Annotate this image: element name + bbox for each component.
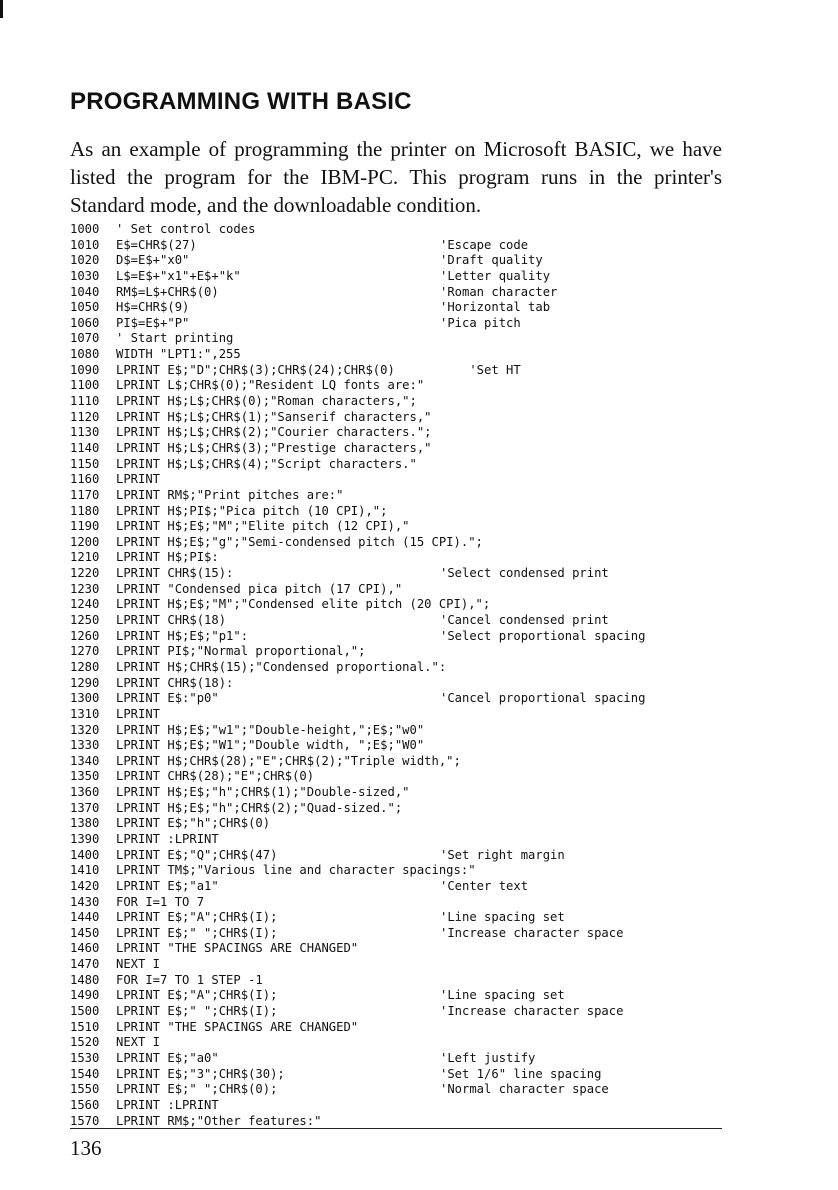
line-number: 1020	[70, 253, 100, 268]
statement: LPRINT E$;"A";CHR$(I);	[116, 988, 278, 1003]
code-line	[70, 988, 770, 1004]
code-line	[70, 644, 770, 660]
statement: LPRINT L$;CHR$(0);"Resident LQ fonts are:"	[116, 378, 425, 393]
code-line	[70, 582, 770, 598]
statement: FOR I=7 TO 1 STEP -1	[116, 972, 263, 987]
line-number: 1440	[70, 910, 100, 925]
code-line	[70, 832, 770, 848]
comment: 'Cancel proportional spacing	[440, 691, 646, 706]
statement: LPRINT H$;E$;"M";"Elite pitch (12 CPI),"	[116, 519, 410, 534]
code-line	[70, 707, 770, 723]
code-line	[70, 504, 770, 520]
line-number: 1570	[70, 1113, 100, 1128]
code-line	[70, 238, 770, 254]
line-number: 1160	[70, 472, 100, 487]
line-number: 1150	[70, 456, 100, 471]
line-number: 1090	[70, 362, 100, 377]
code-line	[70, 613, 770, 629]
code-line	[70, 1114, 770, 1130]
line-number: 1340	[70, 753, 100, 768]
statement: LPRINT TM$;"Various line and character spacings:"	[116, 863, 476, 878]
line-number: 1380	[70, 816, 100, 831]
comment: 'Pica pitch	[440, 315, 521, 330]
code-line	[70, 1067, 770, 1083]
comment: 'Letter quality	[440, 268, 551, 283]
statement: LPRINT	[116, 706, 161, 721]
code-line	[70, 488, 770, 504]
comment: 'Left justify	[440, 1050, 536, 1065]
statement: LPRINT :LPRINT	[116, 831, 219, 846]
statement: LPRINT H$;E$;"M";"Condensed elite pitch (20 CPI),";	[116, 597, 491, 612]
line-number: 1000	[70, 222, 100, 236]
line-number: 1290	[70, 675, 100, 690]
line-number: 1460	[70, 941, 100, 956]
statement: LPRINT	[116, 472, 161, 487]
code-line	[70, 300, 770, 316]
code-line	[70, 597, 770, 613]
intro-paragraph: As an example of programming the printer on Microsoft BASIC, we have listed the program for the IBM-PC. This program runs in the printer's Standard mode, and the downloadable condition.	[70, 137, 722, 217]
line-number: 1050	[70, 300, 100, 315]
code-line	[70, 926, 770, 942]
margin-mark	[0, 0, 3, 18]
code-line	[70, 457, 770, 473]
comment: 'Increase character space	[440, 925, 624, 940]
statement: LPRINT H$;E$;"w1";"Double-height,";E$;"w0"	[116, 722, 425, 737]
statement: LPRINT "THE SPACINGS ARE CHANGED"	[116, 1019, 359, 1034]
line-number: 1110	[70, 394, 100, 409]
code-line	[70, 754, 770, 770]
code-line	[70, 1004, 770, 1020]
statement: LPRINT E$;"h";CHR$(0)	[116, 816, 271, 831]
code-line	[70, 691, 770, 707]
code-line	[70, 1020, 770, 1036]
statement: PI$=E$+"P"	[116, 315, 190, 330]
statement: H$=CHR$(9)	[116, 300, 190, 315]
code-line	[70, 378, 770, 394]
code-line	[70, 1082, 770, 1098]
code-line	[70, 535, 770, 551]
comment: 'Select proportional spacing	[440, 628, 646, 643]
statement: NEXT I	[116, 957, 161, 972]
statement: LPRINT E$;"a0"	[116, 1050, 219, 1065]
statement: LPRINT H$;L$;CHR$(4);"Script characters."	[116, 456, 417, 471]
code-line	[70, 816, 770, 832]
code-line	[70, 410, 770, 426]
statement: LPRINT CHR$(18)	[116, 613, 227, 628]
line-number: 1510	[70, 1019, 100, 1034]
line-number: 1370	[70, 800, 100, 815]
code-line	[70, 941, 770, 957]
code-line	[70, 1051, 770, 1067]
code-line	[70, 269, 770, 285]
code-line	[70, 801, 770, 817]
line-number: 1420	[70, 878, 100, 893]
footer-rule	[70, 1128, 722, 1129]
statement: LPRINT E$;"Q";CHR$(47)	[116, 847, 278, 862]
line-number: 1190	[70, 519, 100, 534]
comment: 'Draft quality	[440, 253, 543, 268]
line-number: 1500	[70, 1004, 100, 1019]
code-line	[70, 425, 770, 441]
line-number: 1270	[70, 644, 100, 659]
code-line	[70, 347, 770, 363]
line-number: 1100	[70, 378, 100, 393]
code-line	[70, 769, 770, 785]
statement: LPRINT :LPRINT	[116, 1097, 219, 1112]
line-number: 1430	[70, 894, 100, 909]
statement: LPRINT E$:"p0"	[116, 691, 219, 706]
comment: 'Roman character	[440, 284, 558, 299]
line-number: 1540	[70, 1066, 100, 1081]
code-line	[70, 285, 770, 301]
line-number: 1010	[70, 237, 100, 252]
code-line	[70, 895, 770, 911]
statement: LPRINT E$;" ";CHR$(0);	[116, 1082, 278, 1097]
comment: 'Normal character space	[440, 1082, 609, 1097]
comment: 'Set 1/6" line spacing	[440, 1066, 602, 1081]
code-line	[70, 363, 770, 379]
statement: LPRINT CHR$(18):	[116, 675, 234, 690]
line-number: 1210	[70, 550, 100, 565]
code-line	[70, 629, 770, 645]
line-number: 1140	[70, 440, 100, 455]
line-number: 1490	[70, 988, 100, 1003]
line-number: 1260	[70, 628, 100, 643]
line-number: 1520	[70, 1035, 100, 1050]
code-line	[70, 472, 770, 488]
code-line	[70, 1035, 770, 1051]
statement: LPRINT PI$;"Normal proportional,";	[116, 644, 366, 659]
statement: LPRINT "THE SPACINGS ARE CHANGED"	[116, 941, 359, 956]
line-number: 1230	[70, 581, 100, 596]
comment: 'Escape code	[440, 237, 529, 252]
statement: LPRINT "Condensed pica pitch (17 CPI),"	[116, 581, 403, 596]
statement: LPRINT H$;E$;"W1";"Double width, ";E$;"W0"	[116, 738, 425, 753]
comment: 'Set HT	[440, 362, 521, 377]
line-number: 1250	[70, 613, 100, 628]
line-number: 1480	[70, 972, 100, 987]
line-number: 1350	[70, 769, 100, 784]
statement: LPRINT H$;E$;"p1":	[116, 628, 249, 643]
statement: LPRINT H$;CHR$(15);"Condensed proportional.":	[116, 659, 447, 674]
line-number: 1080	[70, 347, 100, 362]
code-line	[70, 550, 770, 566]
statement: LPRINT E$;"3";CHR$(30);	[116, 1066, 285, 1081]
line-number: 1360	[70, 785, 100, 800]
line-number: 1330	[70, 738, 100, 753]
code-line	[70, 253, 770, 269]
statement: LPRINT H$;E$;"h";CHR$(1);"Double-sized,"	[116, 785, 410, 800]
line-number: 1560	[70, 1097, 100, 1112]
page-number: 136	[70, 1136, 102, 1160]
code-line	[70, 863, 770, 879]
statement: L$=E$+"x1"+E$+"k"	[116, 268, 241, 283]
statement: ' Set control codes	[116, 222, 256, 236]
line-number: 1070	[70, 331, 100, 346]
statement: LPRINT E$;"A";CHR$(I);	[116, 910, 278, 925]
code-line	[70, 519, 770, 535]
code-line	[70, 316, 770, 332]
code-line	[70, 879, 770, 895]
line-number: 1410	[70, 863, 100, 878]
comment: 'Center text	[440, 878, 529, 893]
comment: 'Cancel condensed print	[440, 613, 609, 628]
code-line	[70, 676, 770, 692]
line-number: 1120	[70, 409, 100, 424]
statement: D$=E$+"x0"	[116, 253, 190, 268]
code-line	[70, 1098, 770, 1114]
code-line	[70, 441, 770, 457]
code-line	[70, 738, 770, 754]
statement: LPRINT RM$;"Print pitches are:"	[116, 487, 344, 502]
statement: WIDTH "LPT1:",255	[116, 347, 241, 362]
line-number: 1240	[70, 597, 100, 612]
statement: LPRINT H$;PI$:	[116, 550, 219, 565]
line-number: 1060	[70, 315, 100, 330]
line-number: 1450	[70, 925, 100, 940]
line-number: 1390	[70, 831, 100, 846]
statement: LPRINT E$;" ";CHR$(I);	[116, 925, 278, 940]
statement: LPRINT RM$;"Other features:"	[116, 1113, 322, 1128]
code-line	[70, 394, 770, 410]
page-heading: PROGRAMMING WITH BASIC	[70, 88, 412, 115]
code-line	[70, 848, 770, 864]
code-line	[70, 566, 770, 582]
statement: LPRINT H$;L$;CHR$(3);"Prestige characters,"	[116, 440, 432, 455]
statement: LPRINT E$;"a1"	[116, 878, 219, 893]
line-number: 1180	[70, 503, 100, 518]
code-listing	[70, 222, 770, 1129]
statement: LPRINT H$;E$;"g";"Semi-condensed pitch (15 CPI).";	[116, 534, 483, 549]
line-number: 1220	[70, 566, 100, 581]
statement: E$=CHR$(27)	[116, 237, 197, 252]
comment: 'Select condensed print	[440, 566, 609, 581]
statement: LPRINT H$;E$;"h";CHR$(2);"Quad-sized.";	[116, 800, 403, 815]
statement: ' Start printing	[116, 331, 234, 346]
statement: LPRINT H$;L$;CHR$(0);"Roman characters,";	[116, 394, 417, 409]
comment: 'Line spacing set	[440, 988, 565, 1003]
line-number: 1470	[70, 957, 100, 972]
statement: LPRINT H$;L$;CHR$(2);"Courier characters.";	[116, 425, 432, 440]
line-number: 1030	[70, 268, 100, 283]
statement: LPRINT CHR$(28);"E";CHR$(0)	[116, 769, 315, 784]
comment: 'Increase character space	[440, 1004, 624, 1019]
statement: NEXT I	[116, 1035, 161, 1050]
code-line	[70, 957, 770, 973]
comment: 'Horizontal tab	[440, 300, 551, 315]
line-number: 1130	[70, 425, 100, 440]
statement: LPRINT E$;"D";CHR$(3);CHR$(24);CHR$(0)	[116, 362, 395, 377]
statement: RM$=L$+CHR$(0)	[116, 284, 219, 299]
code-line	[70, 973, 770, 989]
line-number: 1310	[70, 706, 100, 721]
statement: LPRINT H$;PI$;"Pica pitch (10 CPI),";	[116, 503, 388, 518]
line-number: 1320	[70, 722, 100, 737]
statement: LPRINT E$;" ";CHR$(I);	[116, 1004, 278, 1019]
statement: FOR I=1 TO 7	[116, 894, 205, 909]
code-line	[70, 723, 770, 739]
statement: LPRINT H$;CHR$(28);"E";CHR$(2);"Triple width,";	[116, 753, 461, 768]
line-number: 1170	[70, 487, 100, 502]
comment: 'Line spacing set	[440, 910, 565, 925]
line-number: 1530	[70, 1050, 100, 1065]
code-line	[70, 910, 770, 926]
line-number: 1040	[70, 284, 100, 299]
code-line	[70, 660, 770, 676]
code-line	[70, 222, 770, 238]
line-number: 1400	[70, 847, 100, 862]
line-number: 1200	[70, 534, 100, 549]
code-line	[70, 331, 770, 347]
line-number: 1280	[70, 659, 100, 674]
comment: 'Set right margin	[440, 847, 565, 862]
line-number: 1550	[70, 1082, 100, 1097]
code-line	[70, 785, 770, 801]
statement: LPRINT H$;L$;CHR$(1);"Sanserif characters,"	[116, 409, 432, 424]
line-number: 1300	[70, 691, 100, 706]
statement: LPRINT CHR$(15):	[116, 566, 234, 581]
